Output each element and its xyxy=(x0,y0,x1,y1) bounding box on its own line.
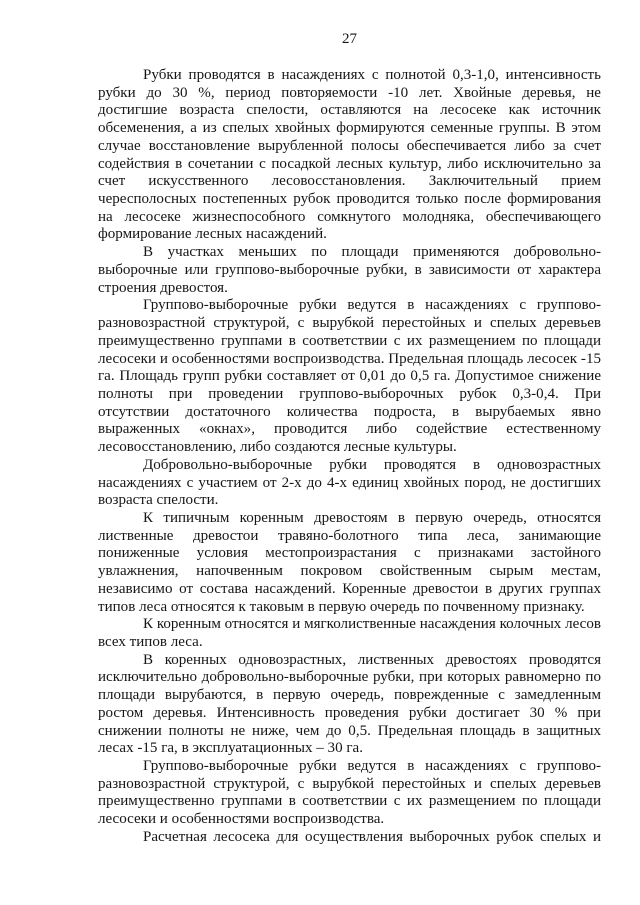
paragraph: Группово-выборочные рубки ведутся в насаждениях с группово-разновозрастной структурой, с вырубкой перестойных и спелых деревьев преимущественно группами в соответствии с их размещением по площади лесосеки и особенностями воспроизводства. Предельная площадь лесосек -15 га. Площадь групп рубки составляет от 0,01 до 0,5 га. Допустимое снижение полноты при проведении группово-выборочных рубок 0,3-0,4. При отсутствии достаточного количества подроста, в вырубаемых явно выраженных «окнах», проводится либо содействие естественному лесовосстановлению, либо создаются лесные культуры. xyxy=(98,297,601,456)
paragraph: В участках меньших по площади применяются добровольно-выборочные или группово-выборочные рубки, в зависимости от характера строения древостоя. xyxy=(98,244,601,296)
paragraph-continued: Расчетная лесосека для осуществления выборочных рубок спелых и xyxy=(143,828,601,845)
body-text xyxy=(98,67,601,847)
paragraph: Группово-выборочные рубки ведутся в насаждениях с группово-разновозрастной структурой, с вырубкой перестойных и спелых деревьев преимущественно группами в соответствии с их размещением по площади лесосеки и особенностями воспроизводства. xyxy=(98,758,601,828)
paragraph: Рубки проводятся в насаждениях с полнотой 0,3-1,0, интенсивность рубки до 30 %, период повторяемости -10 лет. Хвойные деревья, не достигшие возраста спелости, оставляются на лесосеке как источник обсеменения, а из спелых хвойных формируются семенные группы. В этом случае восстановление вырубленной полосы обеспечивается либо за счет содействия в сочетании с посадкой лесных культур, либо исключительно за счет искусственного лесовосстановления. Заключительный прием чересполосных постепенных рубок проводится только после формирования на лесосеке жизнеспособного сомкнутого молодняка, обеспечивающего формирование лесных насаждений. xyxy=(98,67,601,243)
paragraph: Добровольно-выборочные рубки проводятся в одновозрастных насаждениях с участием от 2-х до 4-х единиц хвойных пород, не достигших возраста спелости. xyxy=(98,456,601,509)
paragraph: В коренных одновозрастных, лиственных древостоях проводятся исключительно добровольно-выборочные рубки, при которых равномерно по площади вырубаются, в первую очередь, поврежденные с замедленным ростом деревья. Интенсивность проведения рубки достигает 30 % при снижении полноты не ниже, чем до 0,5. Предельная площадь в защитных лесах -15 га, в эксплуатационных – 30 га. xyxy=(98,651,601,757)
paragraph: К коренным относятся и мягколиственные насаждения колочных лесов всех типов леса. xyxy=(98,616,601,650)
page-number: 27 xyxy=(342,31,357,47)
paragraph: К типичным коренным древостоям в первую очередь, относятся лиственные древостои травяно-болотного типа леса, занимающие пониженные условия местопроизрастания с признаками застойного увлажнения, напочвенным покровом свойственным сырым местам, независимо от состава насаждений. Коренные древостои в других группах типов леса относятся к таковым в первую очередь по почвенному признаку. xyxy=(98,509,601,615)
